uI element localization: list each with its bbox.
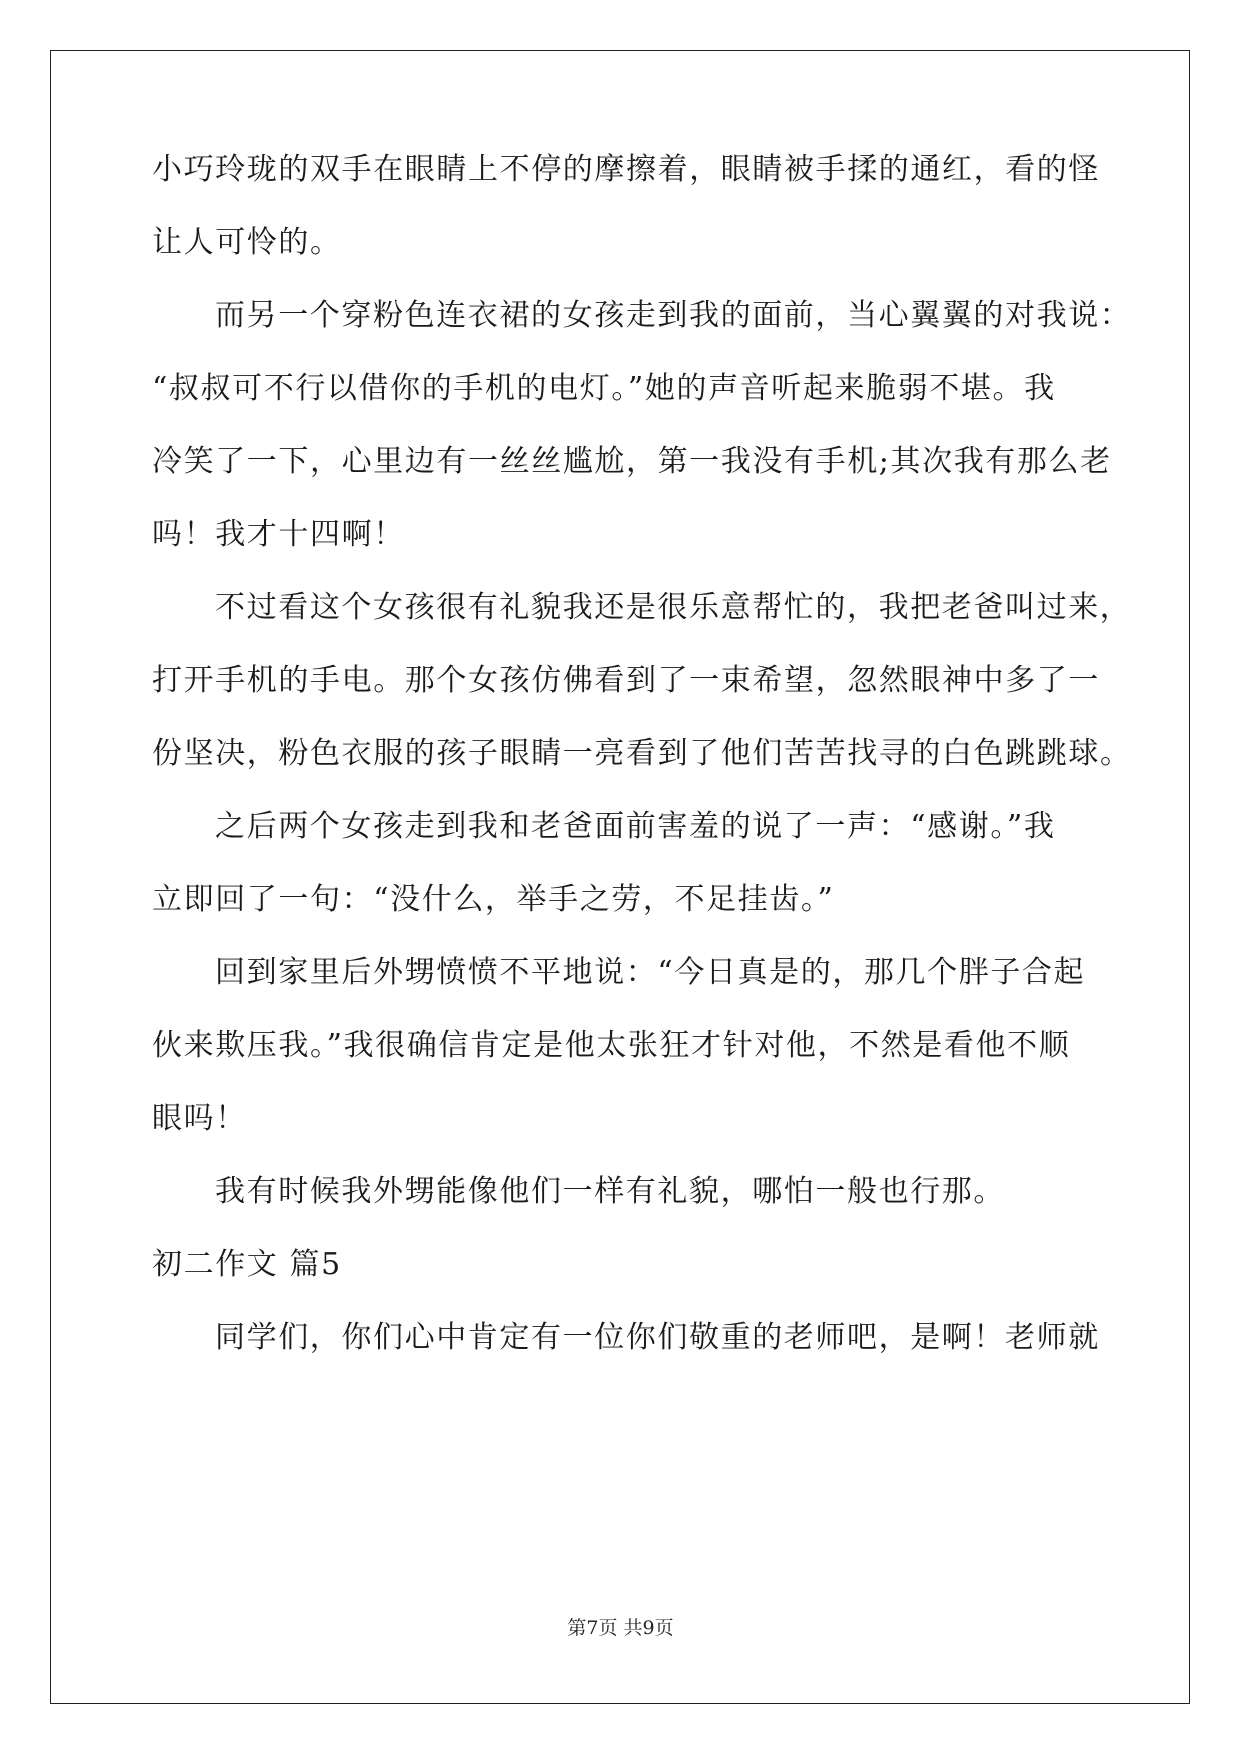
paragraph-line: 吗！我才十四啊！: [152, 517, 405, 552]
paragraph-line: 眼吗！: [152, 1101, 247, 1136]
paragraph-line: 回到家里后外甥愤愤不平地说：“今日真是的，那几个胖子合起: [215, 955, 1086, 990]
paragraph-line: “叔叔可不行以借你的手机的电灯。”她的声音听起来脆弱不堪。我: [152, 371, 1056, 406]
paragraph-line: 冷笑了一下，心里边有一丝丝尴尬，第一我没有手机;其次我有那么老: [152, 444, 1112, 479]
paragraph-line: 我有时候我外甥能像他们一样有礼貌，哪怕一般也行那。: [215, 1174, 1005, 1209]
paragraph-line: 份坚决，粉色衣服的孩子眼睛一亮看到了他们苦苦找寻的白色跳跳球。: [152, 736, 1132, 771]
paragraph-line: 而另一个穿粉色连衣裙的女孩走到我的面前，当心翼翼的对我说：: [215, 298, 1132, 333]
paragraph-line: 之后两个女孩走到我和老爸面前害羞的说了一声：“感谢。”我: [215, 809, 1056, 844]
paragraph-line: 立即回了一句：“没什么，举手之劳，不足挂齿。”: [152, 882, 835, 917]
paragraph-line: 不过看这个女孩很有礼貌我还是很乐意帮忙的，我把老爸叫过来，: [215, 590, 1132, 625]
paragraph-line: 小巧玲珑的双手在眼睛上不停的摩擦着，眼睛被手揉的通红，看的怪: [152, 152, 1100, 187]
paragraph-line: 打开手机的手电。那个女孩仿佛看到了一束希望，忽然眼神中多了一: [152, 663, 1100, 698]
section-heading: 初二作文 篇5: [152, 1247, 342, 1282]
page-number-footer: 第7页 共9页: [567, 1617, 674, 1639]
paragraph-line: 伙来欺压我。”我很确信肯定是他太张狂才针对他，不然是看他不顺: [152, 1028, 1071, 1063]
paragraph-line: 让人可怜的。: [152, 225, 342, 260]
paragraph-line: 同学们，你们心中肯定有一位你们敬重的老师吧，是啊！老师就: [215, 1320, 1100, 1355]
